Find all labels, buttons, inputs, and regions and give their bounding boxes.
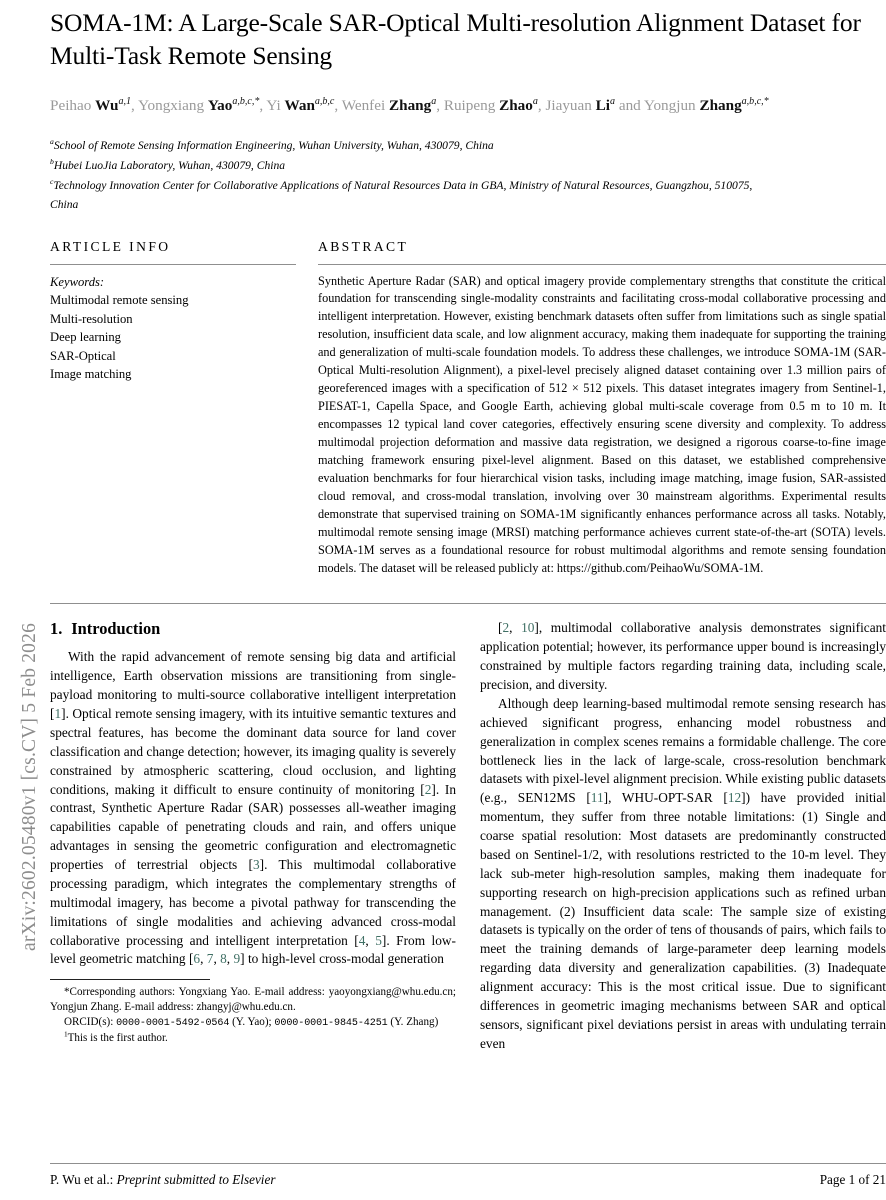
affiliation [50,137,886,156]
abstract-column [318,239,886,578]
citation-reference[interactable]: 5 [375,932,382,948]
section-title-introduction [50,619,456,639]
author-given-name: Wenfei [341,97,389,115]
affiliation [50,157,886,176]
author-separator: , [436,97,444,115]
affiliation [50,177,886,215]
author-affiliation-marker: a,b,c,* [741,96,769,108]
author-separator: , [259,97,267,115]
footnote-first-author [50,1031,456,1046]
introduction-right-paragraphs [480,619,886,1053]
citation-reference[interactable]: 4 [358,932,366,948]
article-info-rule [50,264,296,265]
author-list [50,94,886,117]
orcid-label: ORCID(s): [64,1016,114,1029]
article-info-column [50,239,318,578]
keyword-item: Multi-resolution [50,311,133,326]
title-block [50,0,886,215]
keywords-label: Keywords: [50,274,105,289]
affiliation-text: Technology Innovation Center for Collaborative Applications of Natural Resources Data in GBA, Ministry of Natural Resources, Guangzhou, 510075, China [50,178,753,211]
footer-preprint-note: Preprint submitted to Elsevier [116,1172,276,1187]
footer-left [50,1172,275,1188]
footnote-rule [50,979,210,980]
author-family-name: Yao$^{a,b,c,*}$ [207,96,260,115]
affiliation-text: School of Remote Sensing Information Engineering, Wuhan University, Wuhan, 430079, China [53,139,494,153]
citation-reference[interactable]: 7 [206,951,214,967]
citation-reference[interactable]: 2 [502,620,510,636]
citation-reference[interactable]: 6 [193,951,201,967]
citation-reference[interactable]: 11 [590,790,604,806]
author-affiliation-marker: a,1 [118,96,132,108]
footer-rule [50,1163,886,1164]
footnote-corresponding: *Corresponding authors: Yongxiang Yao. E-mail address: yaoyongxiang@whu.edu.cn; Yongjun Zhang. E-mail address: zhangyj@whu.edu.cn. [50,986,456,1014]
footer-page-number: Page 1 of 21 [819,1172,886,1187]
paper-page [50,0,886,1200]
body-column-left [50,619,456,1046]
author-separator: , [334,97,342,115]
citation-reference[interactable]: 10 [521,620,535,636]
page-title: SOMA-1M: A Large-Scale SAR-Optical Multi-resolution Alignment Dataset for Multi-Task Remote Sensing [50,8,861,71]
citation-reference[interactable]: 8 [220,951,227,967]
abstract-text: Synthetic Aperture Radar (SAR) and optical imagery provide complementary strengths that constitute the critical foundation for transcending single-modality constraints and facilitating cross-modal collaborative processing and intelligent interpretation. However, existing benchmark datasets often suffer from limitations such as single spatial resolution, insufficient data scale, and low alignment accuracy, making them inadequate for supporting the training and generalization of multi-scale foundation models. To address these challenges, we introduce SOMA-1M (SAR-Optical Multi-resolution Alignment), a pixel-level precisely aligned dataset containing over 1.3 million pairs of georeferenced images with a specification of 512 × 512 pixels. This dataset integrates imagery from Sentinel-1, PIESAT-1, Capella Space, and Google Earth, achieving global multi-scale coverage from 0.5 m to 10 m. It encompasses 12 typical land cover categories, effectively ensuring scene diversity and complexity. To address multimodal projection deformation and massive data registration, we designed a rigorous coarse-to-fine image matching framework ensuring pixel-level alignment. Based on this dataset, we established comprehensive evaluation benchmarks for four hierarchical vision tasks, including image matching, image fusion, SAR-assisted cloud removal, and cross-modal translation, involving over 30 mainstream algorithms. Experimental results demonstrate that supervised training on SOMA-1M significantly enhances performance across all tasks. Notably, multimodal remote sensing image (MRSI) matching performance achieves current state-of-the-art (SOTA) levels. SOMA-1M serves as a foundational resource for robust multimodal algorithms and remote sensing foundation models. The dataset will be released publicly at: https://github.com/PeihaoWu/SOMA-1M. [318,273,886,575]
author-family-name: Zhang$^a$ [389,96,437,115]
author-family-name: Wu$^{a,1}$ [95,96,132,115]
body-paragraph: Although deep learning-based multimodal remote sensing research has achieved significant progress, enhancing model robustness and generalization in complex scenes remains a formidable challenge. The core bottleneck lies in the lack of large-scale, cross-resolution benchmark datasets with pixel-level alignment precision. While existing public datasets (e.g., SEN12MS [11], WHU-OPT-SAR [12]) have provided initial momentum, they suffer from three notable limitations: (1) Single and coarse spatial resolution: Most datasets are predominantly constructed based on Sentinel-1/2, with resolutions restricted to the 10-m level. They lack sub-meter high-resolution samples, making them inadequate for supporting research on high-precision applications such as refined urban management. (2) Insufficient data scale: The sample size of existing datasets is typically on the order of tens of thousands of pairs, which fails to meet the training demands of large-parameter deep learning models regarding data diversity and generalization capabilities. (3) Inadequate alignment accuracy: This is the most critical issue. Due to significant differences in geometric imaging mechanisms between SAR and optical sensors, significant pixel deviations persist in areas with undulating terrain even [480,695,886,1051]
citation-reference[interactable]: 9 [233,951,241,967]
author-separator: , [131,97,139,115]
footnotes [50,979,456,1046]
introduction-left-paragraphs [50,648,456,969]
info-abstract-section [50,239,886,578]
author-given-name: Yi [266,97,285,115]
author-family-name: Wan$^{a,b,c}$ [284,96,335,115]
footnote-marker: 1 [64,1029,68,1039]
footer-row [50,1172,886,1188]
footnote-orcid [50,1015,456,1031]
affiliation-marker: b [50,157,54,167]
keyword-item: Image matching [50,367,132,381]
author-given-name: Peihao [50,97,96,115]
body-column-right [480,619,886,1053]
abstract-rule [318,264,886,265]
page-footer [50,1163,886,1188]
arxiv-stamp [0,0,42,1200]
footer-authors: P. Wu et al.: [50,1172,114,1187]
author-affiliation-marker: a [532,96,538,108]
author-given-name: Yongxiang [138,97,208,115]
body-paragraph: [2, 10], multimodal collaborative analysis demonstrates significant application potential; however, its performance upper bound is increasingly constrained by multiple factors regarding training data, including scale, precision, and diversity. [480,620,886,693]
author-given-name: Ruipeng [443,97,500,115]
section-name: Introduction [71,619,161,639]
author-separator: and [615,97,645,115]
keyword-item: SAR-Optical [50,348,116,363]
keywords-list [50,291,296,384]
body-top-rule [50,603,886,604]
author-family-name: Li$^a$ [595,96,616,115]
footnote-first-author-text: This is the first author. [67,1032,168,1045]
author-family-name: Zhang$^{a,b,c,*}$ [699,96,769,115]
affiliation-text: Hubei LuoJia Laboratory, Wuhan, 430079, China [53,159,286,173]
author-given-name: Yongjun [644,97,700,115]
author-affiliation-marker: a [431,96,437,108]
author-affiliation-marker: a [610,96,616,108]
body-paragraph: With the rapid advancement of remote sensing big data and artificial intelligence, Earth observation missions are transitioning from single-payload monitoring to multi-source collaborative intelligent interpretation [1]. Optical remote sensing imagery, with its intuitive semantic textures and spectral features, has become the dominant data source for land cover classification and change detection; however, its imaging quality is severely constrained by atmospheric scattering, cloud occlusion, and lighting conditions, making it difficult to ensure continuity of monitoring [2]. In contrast, Synthetic Aperture Radar (SAR) possesses all-weather imaging capabilities capable of penetrating clouds and rain, and offers unique advantages in sensing the geometric configuration and electromagnetic properties of terrestrial objects [3]. This multimodal collaborative processing paradigm, which integrates the complementary strengths of multimodal imagery, has become a pivotal pathway for transcending the limitations of single modalities and achieving advanced cross-modal collaborative processing and intelligent interpretation [4, 5]. From low-level geometric matching [6, 7, 8, 9] to high-level cross-modal generation [50,649,456,967]
author-family-name: Zhao$^a$ [499,96,538,115]
author-affiliation-marker: a,b,c,* [232,96,260,108]
keyword-item: Multimodal remote sensing [50,293,189,307]
affiliation-list [50,137,886,214]
author-separator: , [537,97,546,115]
abstract-heading: ABSTRACT [318,238,409,254]
article-info-heading: ARTICLE INFO [50,238,171,254]
author-affiliation-marker: a,b,c [314,96,335,108]
arxiv-stamp-text: arXiv:2602.05480v1 [cs.CV] 5 Feb 2026 [19,622,40,951]
orcid-name-1: (Y. Yao); [232,1016,272,1029]
body-columns [50,619,886,1053]
affiliation-marker: a [50,137,54,147]
section-number: 1. [50,619,63,639]
citation-reference[interactable]: 3 [253,857,260,873]
orcid-name-2: (Y. Zhang) [390,1016,439,1029]
keyword-item: Deep learning [50,330,121,344]
citation-reference[interactable]: 1 [54,706,62,722]
orcid-value-1: 0000-0001-5492-0564 [116,1018,230,1030]
citation-reference[interactable]: 2 [424,781,432,797]
orcid-value-2: 0000-0001-9845-4251 [274,1018,388,1030]
citation-reference[interactable]: 12 [727,790,742,806]
author-given-name: Jiayuan [545,97,596,115]
affiliation-marker: c [50,177,54,187]
